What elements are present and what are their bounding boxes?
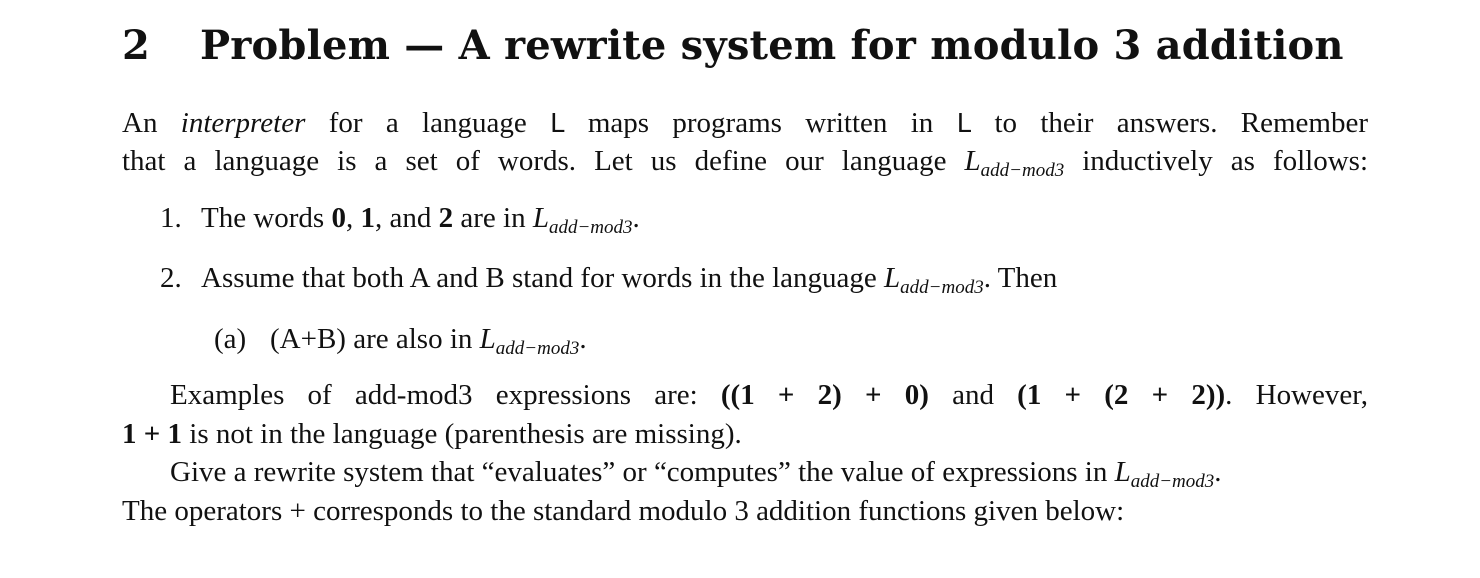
list-marker: 2. — [160, 262, 182, 294]
task-line-2: The operators + corresponds to the standard modulo 3 addition functions given below: — [122, 495, 1125, 527]
list-item-1: 1. The words 0, 1, and 2 are in $L_{add-mod3}$. — [160, 202, 640, 238]
language-name: $L_{add-mod3}$ — [1114, 456, 1215, 492]
section-heading — [122, 22, 1344, 69]
intro-text: maps programs written in — [587, 107, 934, 139]
sub-item-a: (a) (A+B) are also in $L_{add-mod3}$. — [214, 323, 587, 359]
intro-line-1 — [122, 106, 1368, 141]
example-expression: (1 + (2 + 2)) — [1017, 379, 1226, 411]
word-two: 2 — [438, 202, 454, 234]
interpreter-term: interpreter — [180, 107, 306, 139]
language-name: $L_{add-mod3}$ — [884, 262, 984, 298]
list-item-2: 2. Assume that both A and B stand for words in the language $L_{add-mod3}$. Then — [160, 262, 1058, 298]
counter-example-expression: 1 + 1 — [122, 418, 183, 450]
word-zero: 0 — [331, 202, 346, 234]
language-symbol: L — [550, 109, 565, 139]
section-number: 2 — [122, 22, 151, 69]
language-name: $L_{add-mod3}$ — [532, 202, 633, 238]
language-symbol: L — [956, 109, 972, 139]
word-one: 1 — [360, 202, 375, 234]
intro-text: for a language — [328, 107, 527, 139]
task-line-1: Give a rewrite system that “evaluates” or “computes” the value of expressions in $L_{add-mod3}$. — [170, 456, 1222, 492]
language-name: $L_{add-mod3}$ — [964, 145, 1065, 181]
intro-text: to their answers. Remember — [994, 107, 1369, 139]
intro-text: An — [122, 107, 158, 139]
intro-line-2 — [122, 144, 1368, 188]
intro-text: that a language is a set of words. Let us define our language — [122, 145, 947, 177]
examples-line-2: 1 + 1 is not in the language (parenthesis are missing). — [122, 418, 742, 450]
section-title: Problem — A rewrite system for modulo 3 addition — [200, 22, 1344, 69]
sub-list-marker: (a) — [214, 323, 247, 355]
examples-line-1: Examples of add-mod3 expressions are: ((1 + 2) + 0) and (1 + (2 + 2)). However, — [170, 379, 1368, 411]
example-expression: ((1 + 2) + 0) — [720, 379, 929, 411]
intro-text: inductively as follows: — [1082, 145, 1369, 177]
language-name: $L_{add-mod3}$ — [479, 323, 580, 359]
list-marker: 1. — [160, 202, 182, 234]
